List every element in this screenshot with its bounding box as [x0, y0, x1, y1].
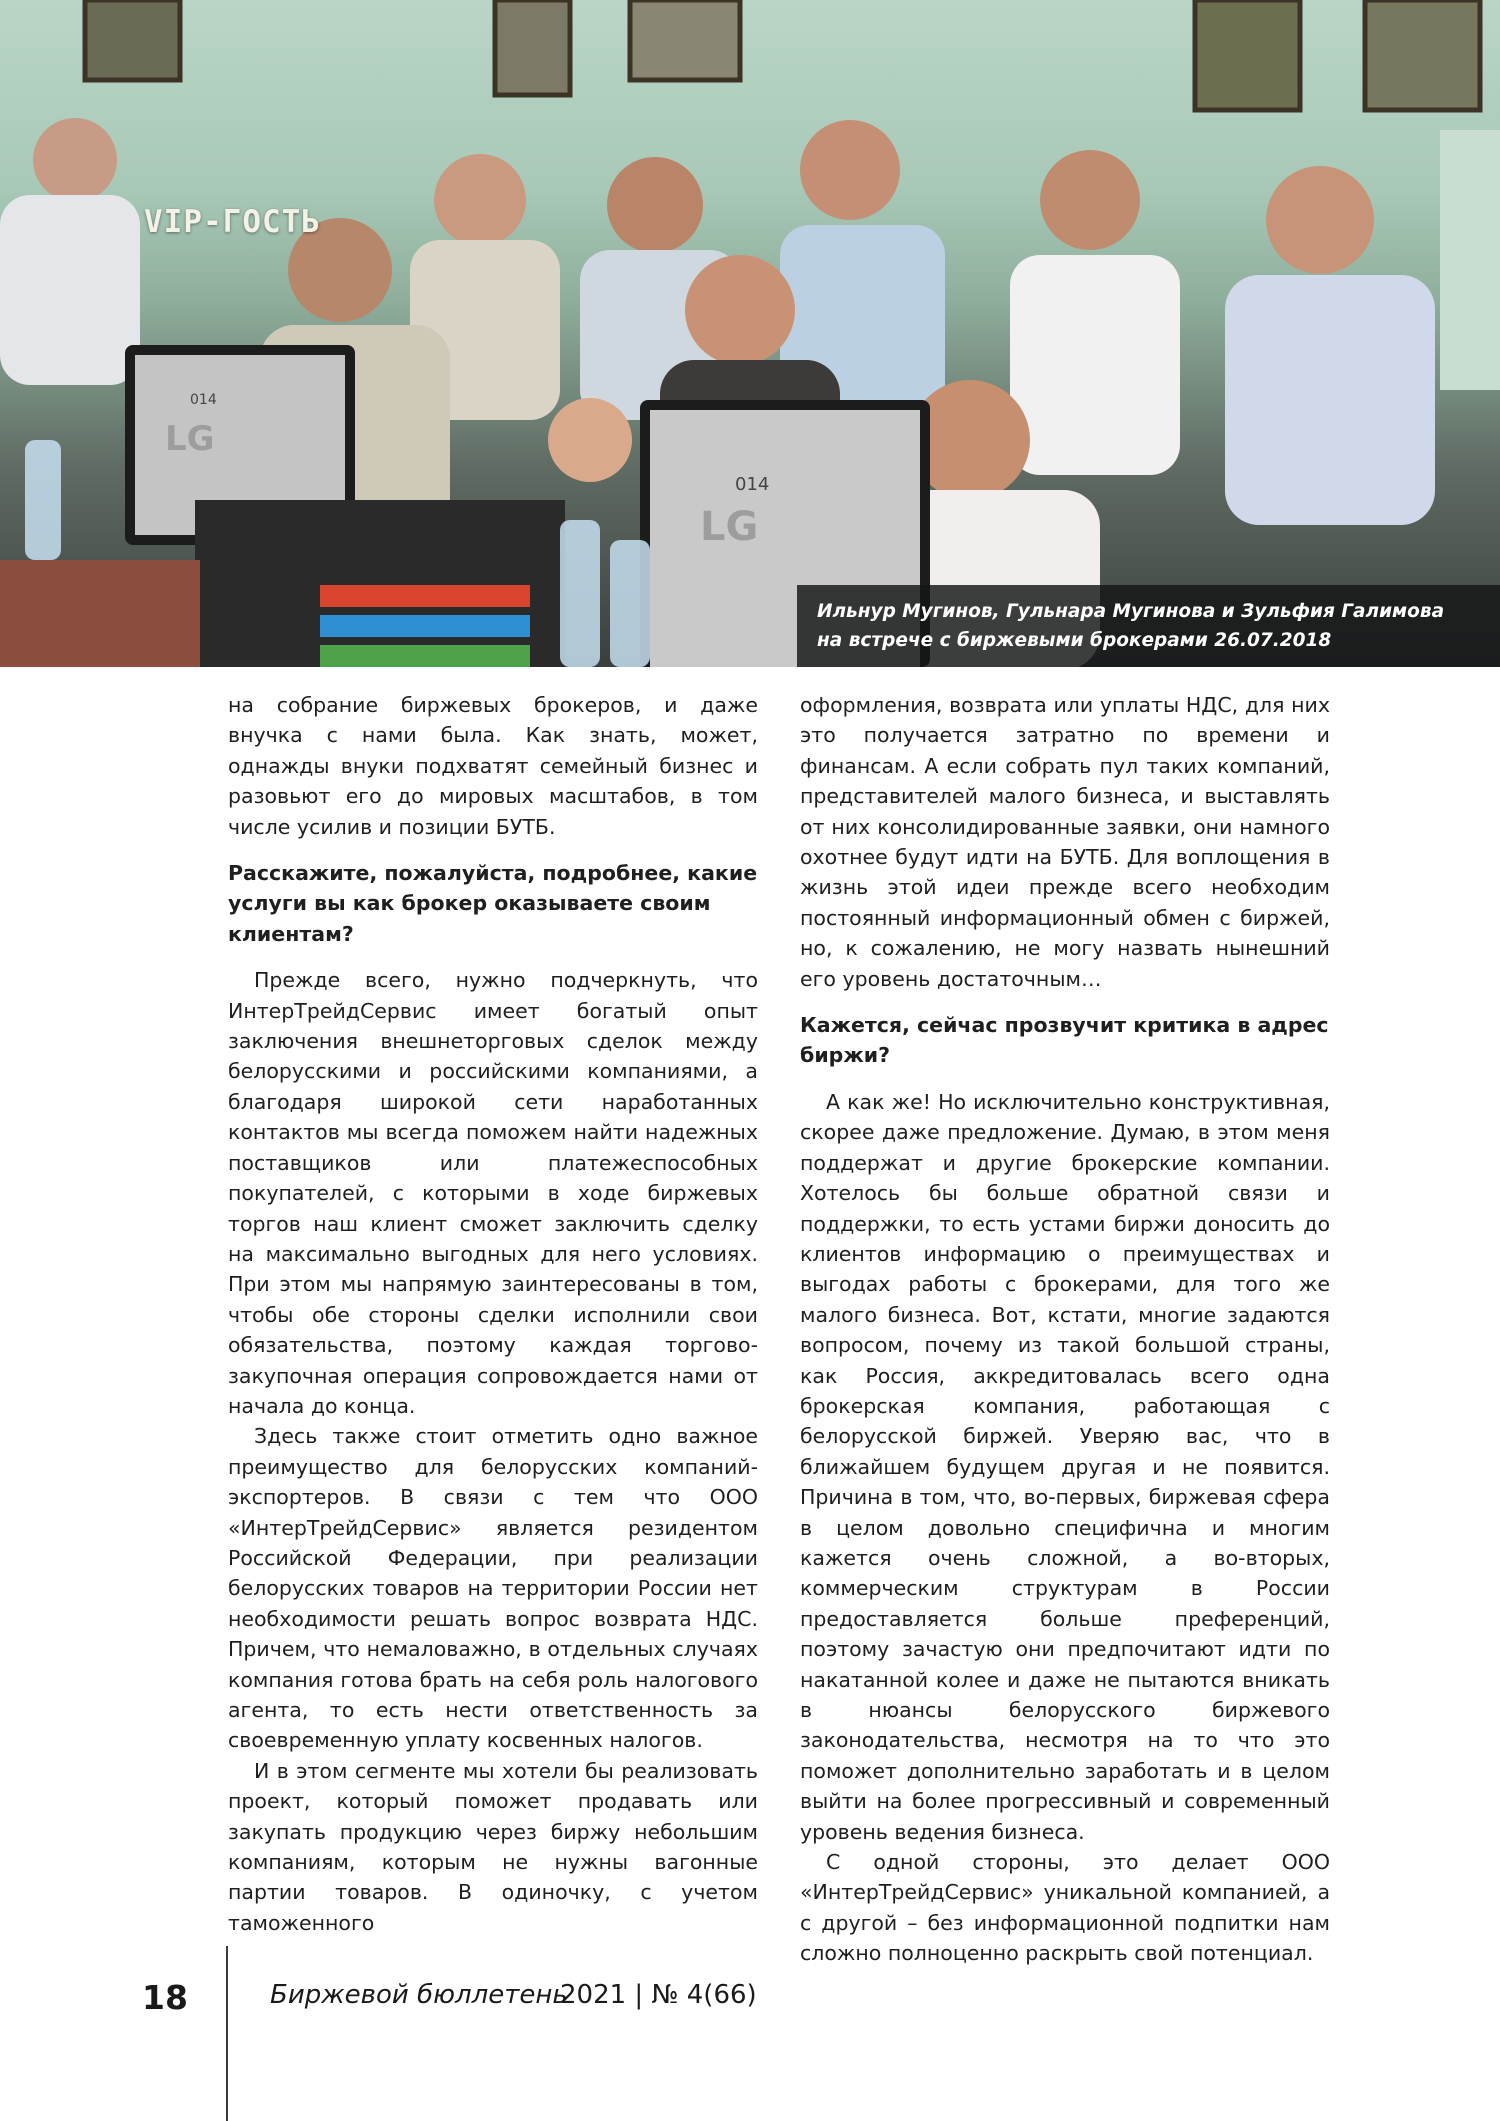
- footer-divider: [226, 1946, 228, 2121]
- article-column-right: [800, 690, 1330, 1969]
- interview-question: Расскажите, пожалуйста, подробнее, какие услуги вы как брокер оказываете своим клиентам?: [228, 861, 758, 946]
- paragraph: Прежде всего, нужно подчеркнуть, что ИнтерТрейдСервис имеет богатый опыт заключения внешнеторговых сделок между белорусскими и российскими компаниями, а благодаря широкой сети наработанных контактов мы всегда поможем найти надежных поставщиков или платежеспособных покупателей, с которыми в ходе биржевых торгов наш клиент сможет заключить сделку на максимально выгодных для него условиях. При этом мы напрямую заинтересованы в том, чтобы обе стороны сделки исполнили свои обязательства, поэтому каждая торгово-закупочная операция сопровождается нами от начала до конца.: [228, 968, 758, 1418]
- photo-caption-line1: Ильнур Мугинов, Гульнара Мугинова и Зульфия Галимова: [817, 601, 1445, 622]
- interview-question: Кажется, сейчас прозвучит критика в адрес биржи?: [800, 1013, 1329, 1068]
- paragraph: А как же! Но исключительно конструктивная, скорее даже предложение. Думаю, в этом меня поддержат и другие брокерские компании. Хотелось бы больше обратной связи и поддержки, то есть устами биржи доносить до клиентов информацию о преимуществах и выгодах работы с брокерами, для того же малого бизнеса. Вот, кстати, многие задаются вопросом, почему из такой большой страны, как Россия, аккредитовалась всего одна брокерская компания, работающая с белорусской биржей. Уверяю вас, что в ближайшем будущем другая и не появится. Причина в том, что, во-первых, биржевая сфера в целом довольно специфична и многим кажется очень сложной, а во-вторых, коммерческим структурам в России предоставляется больше преференций, поэтому зачастую они предпочитают идти по накатанной колее и даже не пытаются вникать в нюансы белорусского биржевого законодательства, несмотря на то что это поможет дополнительно заработать и в целом выйти на более прогрессивный и современный уровень ведения бизнеса.: [800, 1089, 1330, 1844]
- section-label: VIP-ГОСТЬ: [144, 204, 321, 240]
- photo-illustration: [0, 0, 1500, 667]
- header-photo: [0, 0, 1500, 667]
- monitor-brand-right: LG: [700, 504, 759, 550]
- paragraph: Здесь также стоит отметить одно важное преимущество для белорусских компаний-экспортеров. В связи с тем что ООО «ИнтерТрейдСервис» является резидентом Российской Федерации, при реализации белорусских товаров на территории России нет необходимости решать вопрос возврата НДС. Причем, что немаловажно, в отдельных случаях компания готова брать на себя роль налогового агента, то есть нести ответственность за своевременную уплату косвенных налогов.: [228, 1424, 758, 1753]
- monitor-brand-left: LG: [165, 419, 215, 459]
- issue-number: 2021 | № 4(66): [560, 1980, 757, 2010]
- paragraph: И в этом сегменте мы хотели бы реализовать проект, который поможет продавать или закупать продукцию через биржу небольшим компаниям, которым не нужны вагонные партии товаров. В одиночку, с учетом таможенного: [228, 1758, 758, 1935]
- paragraph: С одной стороны, это делает ООО «ИнтерТрейдСервис» уникальной компанией, а с другой – без информационной подпитки нам сложно полноценно раскрыть свой потенциал.: [800, 1850, 1330, 1966]
- article-column-left: [228, 690, 758, 1938]
- photo-caption: [797, 585, 1500, 667]
- page-number: 18: [142, 1978, 188, 2017]
- photo-caption-line2: на встрече с биржевыми брокерами 26.07.2018: [817, 630, 1332, 651]
- monitor-label-left: 014: [190, 392, 217, 408]
- paragraph: на собрание биржевых брокеров, и даже внучка с нами была. Как знать, может, однажды внуки подхватят семейный бизнес и разовьют его до мировых масштабов, в том числе усилив и позиции БУТБ.: [228, 693, 758, 839]
- monitor-label-right: 014: [735, 474, 770, 495]
- publication-title: Биржевой бюллетень: [270, 1980, 568, 2010]
- paragraph: оформления, возврата или уплаты НДС, для них это получается затратно по времени и финансам. А если собрать пул таких компаний, представителей малого бизнеса, и выставлять от них консолидированные заявки, они намного охотнее будут идти на БУТБ. Для воплощения в жизнь этой идеи прежде всего необходим постоянный информационный обмен с биржей, но, к сожалению, не могу назвать нынешний его уровень достаточным…: [800, 693, 1330, 991]
